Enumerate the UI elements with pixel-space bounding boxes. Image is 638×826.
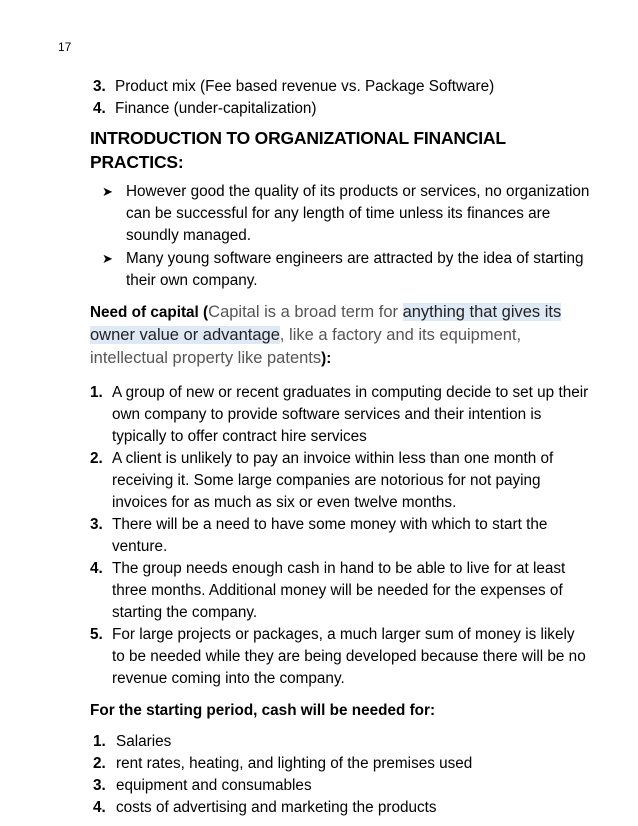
- document-body: [90, 76, 590, 819]
- arrow-bullet-icon: ➤: [102, 184, 113, 199]
- list-text: Finance (under-capitalization): [115, 100, 317, 117]
- list-text: equipment and consumables: [116, 777, 312, 794]
- list-item: [93, 731, 590, 753]
- list-text: costs of advertising and marketing the products: [116, 799, 437, 816]
- list-text: A client is unlikely to pay an invoice within less than one month of receiving it. Some large companies are notorious for not paying invoices for as much as six or even twelve months.: [112, 450, 554, 511]
- list-number: 4.: [93, 100, 106, 117]
- capital-definition-part2: , like a factory and its equipment, intellectual property like patents: [90, 326, 522, 367]
- list-number: 1.: [90, 384, 103, 401]
- arrow-bullet-icon: ➤: [102, 251, 113, 266]
- list-number: 3.: [93, 78, 106, 95]
- cash-needs-heading: For the starting period, cash will be needed for:: [90, 702, 436, 719]
- capital-definition-highlight: anything that gives its owner value or advantage: [90, 303, 562, 344]
- bullet-item: [102, 181, 590, 247]
- bullet-item: [102, 248, 590, 292]
- cash-needs-list: [93, 731, 590, 819]
- list-item: [90, 448, 590, 514]
- need-of-capital-paragraph: [90, 301, 590, 370]
- list-item: [93, 753, 590, 775]
- list-text: Salaries: [116, 733, 172, 750]
- list-text: rent rates, heating, and lighting of the premises used: [116, 755, 473, 772]
- list-item: [93, 76, 590, 98]
- list-number: 2.: [93, 755, 106, 772]
- list-number: 3.: [93, 777, 106, 794]
- list-item: [93, 98, 590, 120]
- bullet-text: Many young software engineers are attracted by the idea of starting their own company.: [126, 250, 584, 289]
- list-text: A group of new or recent graduates in computing decide to set up their own company to provide software services and their intention is typically to offer contract hire services: [112, 384, 589, 445]
- section-heading: INTRODUCTION TO ORGANIZATIONAL FINANCIAL PRACTICS:: [90, 128, 506, 172]
- capital-definition-part1: Capital is a broad term for: [208, 303, 403, 321]
- list-item: [93, 775, 590, 797]
- list-item: [90, 624, 590, 690]
- arrow-bullet-list: [90, 181, 590, 292]
- list-number: 2.: [90, 450, 103, 467]
- list-item: [90, 558, 590, 624]
- list-item: [90, 514, 590, 558]
- list-item: [90, 382, 590, 448]
- list-text: There will be a need to have some money with which to start the venture.: [112, 516, 548, 555]
- page-number: 17: [58, 40, 72, 54]
- list-text: For large projects or packages, a much larger sum of money is likely to be needed while they are being developed because there will be no revenue coming into the company.: [112, 626, 586, 687]
- need-capital-close: ):: [321, 350, 332, 367]
- list-item: [93, 797, 590, 819]
- capital-needs-list: [90, 382, 590, 690]
- bullet-text: However good the quality of its products or services, no organization can be successful for any length of time unless its finances are soundly managed.: [126, 183, 590, 244]
- list-number: 5.: [90, 626, 103, 643]
- top-numbered-list: [93, 76, 590, 120]
- list-number: 4.: [90, 560, 103, 577]
- need-capital-label: Need of capital (: [90, 304, 209, 321]
- list-number: 1.: [93, 733, 106, 750]
- list-text: Product mix (Fee based revenue vs. Package Software): [115, 78, 495, 95]
- list-number: 3.: [90, 516, 103, 533]
- list-number: 4.: [93, 799, 106, 816]
- list-text: The group needs enough cash in hand to be able to live for at least three months. Additional money will be needed for the expenses of starting the company.: [112, 560, 566, 621]
